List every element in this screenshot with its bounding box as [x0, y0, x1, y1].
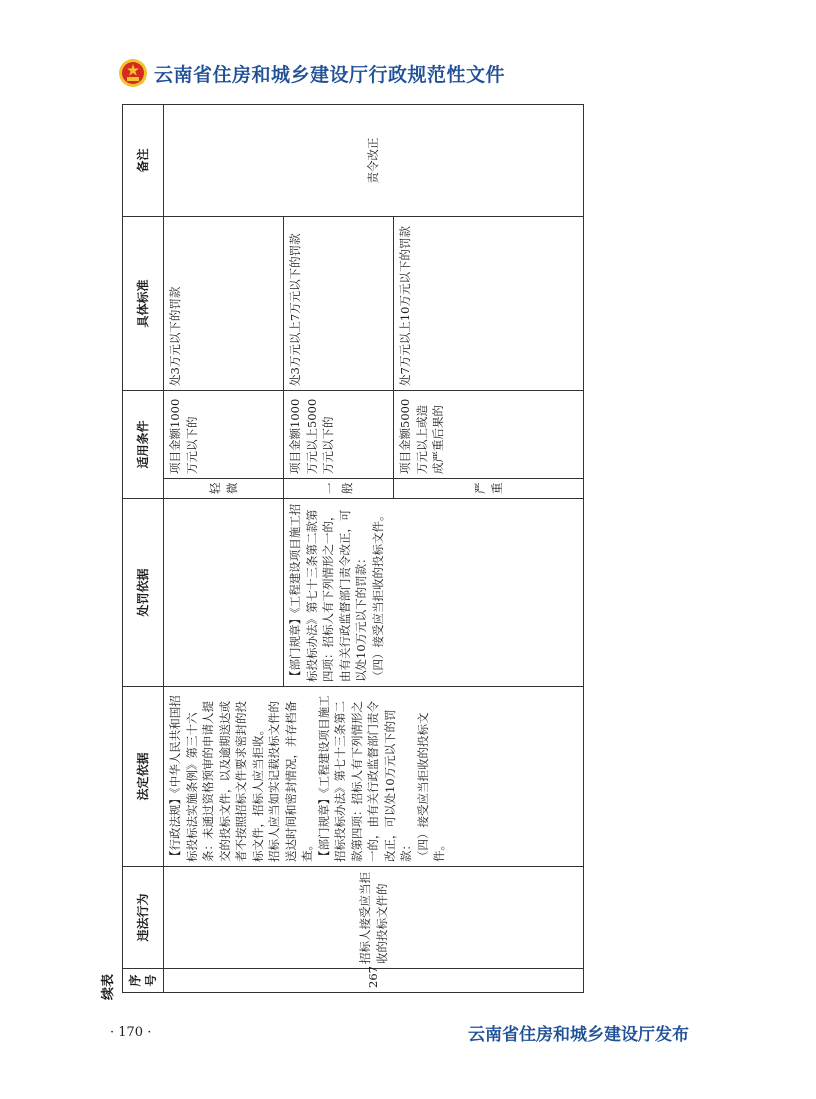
col-header-legal-basis: 法定依据	[123, 687, 164, 867]
penalty-basis-para: （四）接受应当拒收的投标文件。	[370, 509, 385, 682]
national-emblem-icon	[118, 58, 148, 88]
continued-label: 续表	[101, 973, 116, 1000]
remark-cell: 责令改正	[164, 104, 584, 216]
standard-light: 处3万元以下的罚款	[164, 216, 284, 390]
col-header-standard: 具体标准	[123, 216, 164, 390]
col-header-penalty-basis: 处罚依据	[123, 499, 164, 687]
col-header-conditions: 适用条件	[123, 390, 164, 498]
level-severe: 严重	[394, 479, 584, 499]
col-header-act: 违法行为	[123, 867, 164, 969]
rotated-table-page	[96, 102, 596, 1000]
col-header-remark: 备注	[123, 104, 164, 216]
page-number: · 170 ·	[110, 1025, 152, 1040]
standard-severe: 处7万元以上10万元以下的罚款	[394, 216, 584, 390]
page-header	[118, 56, 505, 90]
penalty-basis-empty	[164, 499, 284, 687]
legal-basis-para: （四）接受应当拒收的投标文件。	[415, 712, 446, 862]
col-header-num: 序号	[123, 969, 164, 993]
legal-basis-para: 【部门规章】《工程建设项目施工招标投标办法》第七十三条第二款第四项：招标人有下列情形之一的，由有关行政监督部门责令改正，可以处10万元以下的罚款：	[316, 695, 413, 862]
penalty-basis-para: 【部门规章】《工程建设项目施工招标投标办法》第七十三条第二款第四项：招标人有下列情形之一的，由有关行政监督部门责令改正，可以处10万元以下的罚款：	[288, 503, 368, 682]
row-num: 267	[164, 969, 584, 993]
table-header-row	[123, 104, 164, 992]
level-light: 轻微	[164, 479, 284, 499]
table-row	[164, 104, 284, 992]
violation-act: 招标人接受应当拒收的投标文件的	[164, 867, 584, 969]
penalty-basis-cell	[284, 499, 584, 687]
legal-basis-para: 招标人应当如实记载投标文件的送达时间和密封情况，并存档备查。	[267, 701, 314, 862]
publisher-footer: 云南省住房和城乡建设厅发布	[468, 1025, 689, 1045]
legal-basis-para: 【行政法规】《中华人民共和国招标投标法实施条例》第三十六条：未通过资格预审的申请人提交的投标文件，以及逾期送达或者不按照招标文件要求密封的投标文件，招标人应当拒收。	[168, 695, 265, 862]
condition-severe: 项目金额5000万元以上或造成严重后果的	[394, 390, 584, 478]
header-title: 云南省住房和城乡建设厅行政规范性文件	[154, 63, 506, 86]
condition-light: 项目金额1000万元以下的	[164, 390, 284, 478]
legal-basis-cell	[164, 687, 584, 867]
penalty-standard-table	[122, 104, 584, 993]
condition-general: 项目金额1000万元以上5000万元以下的	[284, 390, 394, 478]
standard-general: 处3万元以上7万元以下的罚款	[284, 216, 394, 390]
level-general: 一般	[284, 479, 394, 499]
